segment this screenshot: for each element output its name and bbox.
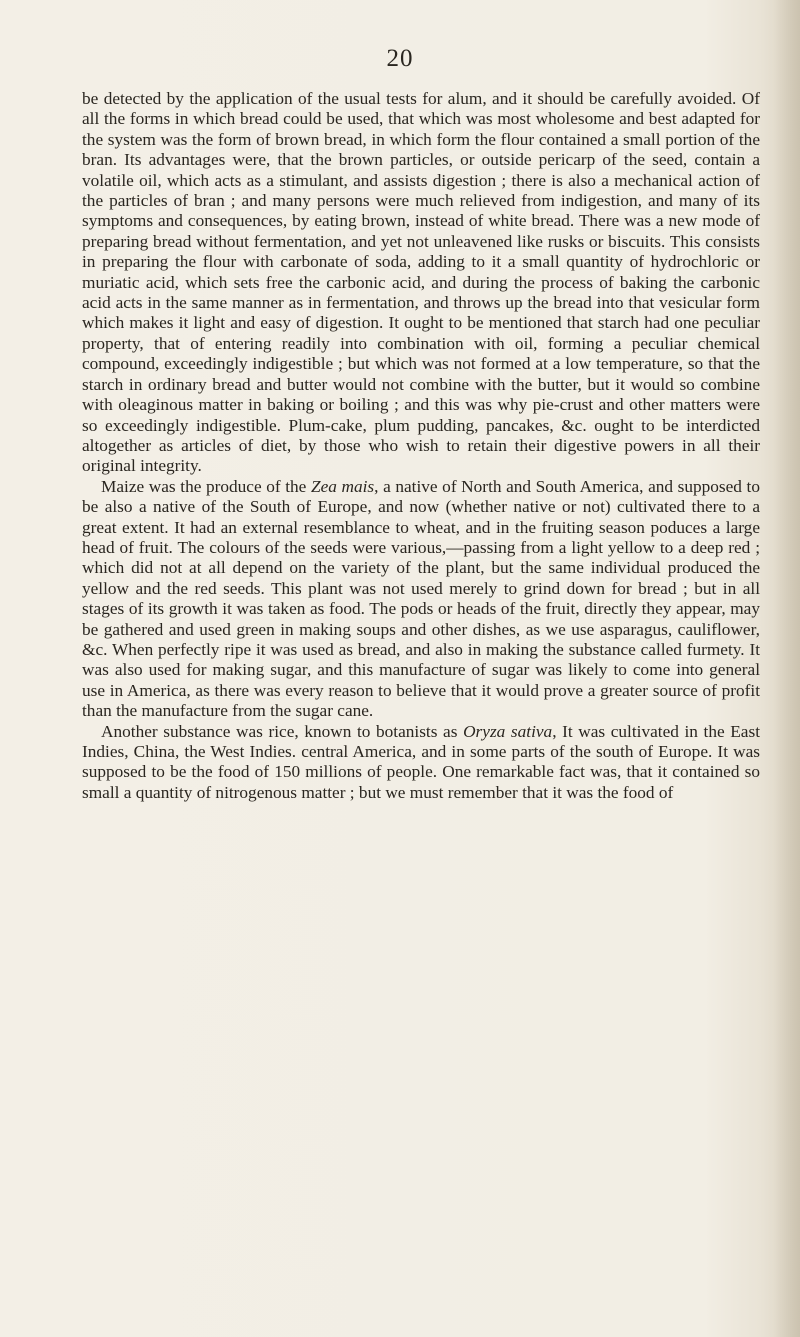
- paragraph: [82, 477, 760, 722]
- text-run: Another substance was rice, known to botanists as: [101, 721, 464, 741]
- text-run: , It was cultivated in the East Indies, China, the West Indies. central America, and in some parts of the south of Europe. It was supposed to be the food of 150 millions of people. One remarkable fact was, that it contained so small a quantity of nitrogenous matter ; but we must remember that it was the food of: [82, 721, 760, 802]
- paragraph: [82, 722, 760, 804]
- paragraph: [82, 89, 760, 477]
- text-run: , a native of North and South America, and supposed to be also a native of the South of Europe, and now (whether native or not) cultivated there to a great extent. It had an external resemblance to wheat, and in the fruiting season poduces a large head of fruit. The colours of the seeds were various,—passing from a light yellow to a deep red ; which did not at all depend on the variety of the plant, but the same individual produced the yellow and the red seeds. This plant was not used merely to grind down for bread ; but in all stages of its growth it was taken as food. The pods or heads of the fruit, directly they appear, may be gathered and used green in making soups and other dishes, as we use asparagus, cauliflower, &c. When perfectly ripe it was used as bread, and also in making the substance called furmety. It was also used for making sugar, and this manufacture of sugar was likely to come into general use in America, as there was every reason to believe that it would prove a greater source of profit than the manufacture from the sugar cane.: [82, 476, 760, 721]
- body-text: [82, 89, 760, 803]
- text-run: Maize was the produce of the: [101, 476, 311, 496]
- italic-text-run: Oryza sativa: [463, 721, 553, 741]
- page-number: 20: [386, 45, 414, 72]
- text-run: be detected by the application of the usual tests for alum, and it should be carefully avoided. Of all the forms in which bread could be used, that which was most wholesome and best adapted for the system was the form of brown bread, in which form the flour contained a small portion of the bran. Its advantages were, that the brown particles, or outside pericarp of the seed, contain a volatile oil, which acts as a stimulant, and assists digestion ; there is also a mechanical action of the particles of bran ; and many persons were much relieved from indigestion, and many of its symptoms and consequences, by eating brown, instead of white bread. There was a new mode of preparing bread without fermentation, and yet not unleavened like rusks or biscuits. This consists in preparing the flour with carbonate of soda, adding to it a small quantity of hydrochloric or muriatic acid, which sets free the carbonic acid, and during the process of baking the carbonic acid acts in the same manner as in fermentation, and throws up the bread into that vesicular form which makes it light and easy of digestion. It ought to be mentioned that starch had one peculiar property, that of entering readily into combination with oil, forming a peculiar chemical compound, exceedingly indigestible ; but which was not formed at a low temperature, so that the starch in ordinary bread and butter would not combine with the butter, but it would so combine with oleaginous matter in baking or boiling ; and this was why pie-crust and other matters were so exceedingly indigestible. Plum-cake, plum pudding, pancakes, &c. ought to be interdicted altogether as articles of diet, by those who wish to retain their digestive powers in all their original integrity.: [82, 89, 760, 476]
- italic-text-run: Zea mais: [310, 476, 375, 496]
- page-edge-shadow: [774, 0, 800, 1337]
